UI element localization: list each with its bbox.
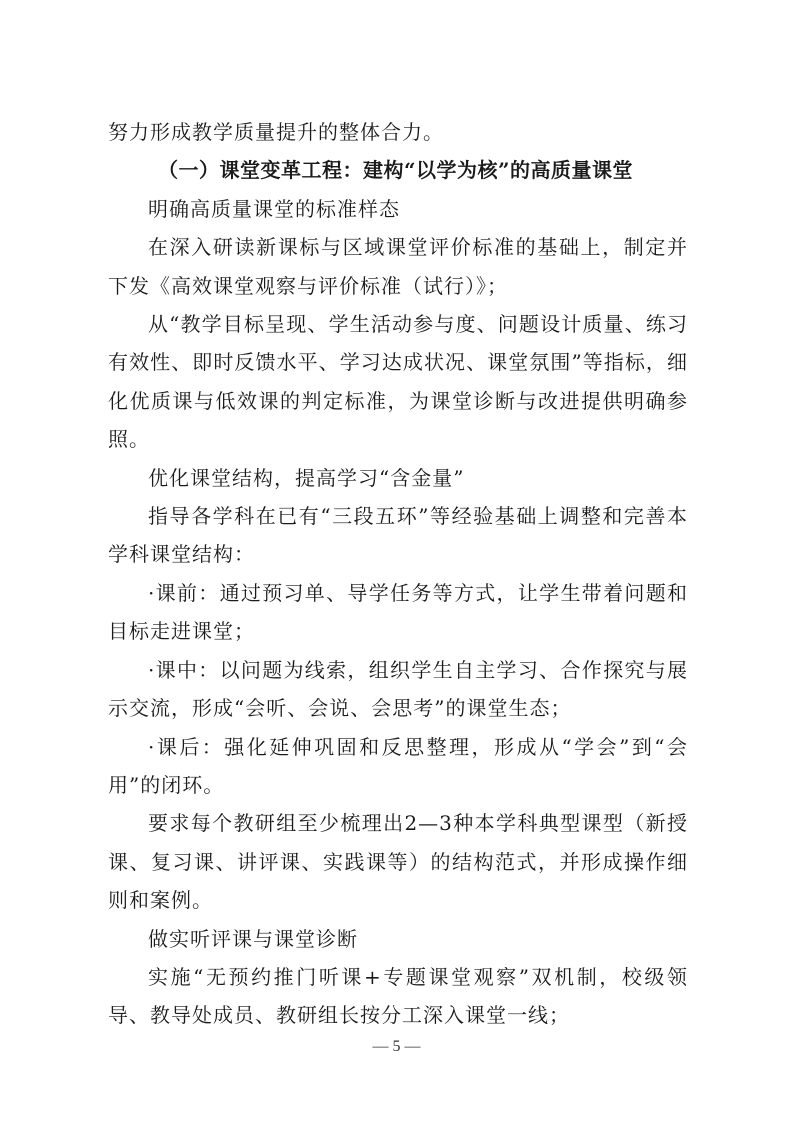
subheading-observation: 做实听评课与课堂诊断 (148, 926, 358, 951)
subheading-structure: 优化课堂结构，提高学习“含金量” (148, 465, 465, 490)
list-item-during-class: ·课中：以问题为线索，组织学生自主学习、合作探究与展示交流，形成“会听、会说、会思考”的课堂生态； (108, 657, 688, 721)
page-number: — 5 — (372, 1038, 421, 1055)
paragraph-standard-issue: 在深入研读新课标与区域课堂评价标准的基础上，制定并下发《高效课堂观察与评价标准（试行）》； (108, 235, 688, 298)
paragraph-structure-guide: 指导各学科在已有“三段五环”等经验基础上调整和完善本学科课堂结构： (108, 504, 688, 567)
paragraph-indicators: 从“教学目标呈现、学生活动参与度、问题设计质量、练习有效性、即时反馈水平、学习达成状况、课堂氛围”等指标，细化优质课与低效课的判定标准，为课堂诊断与改进提供明确参照。 (108, 312, 688, 452)
section-heading: （一）课堂变革工程：建构“以学为核”的高质量课堂 (158, 158, 634, 183)
list-item-after-class: ·课后：强化延伸巩固和反思整理，形成从“学会”到“会用”的闭环。 (108, 734, 688, 797)
document-body (108, 113, 688, 1035)
paragraph-lesson-types: 要求每个教研组至少梳理出2—3种本学科典型课型（新授课、复习课、讲评课、实践课等）的结构范式，并形成操作细则和案例。 (108, 811, 688, 913)
paragraph-observation-mechanism: 实施“无预约推门听课+专题课堂观察”双机制，校级领导、教导处成员、教研组长按分工深入课堂一线； (108, 964, 688, 1028)
paragraph-continuation: 努力形成教学质量提升的整体合力。 (108, 120, 444, 144)
list-item-before-class: ·课前：通过预习单、导学任务等方式，让学生带着问题和目标走进课堂； (108, 580, 688, 644)
subheading-standard: 明确高质量课堂的标准样态 (148, 196, 400, 221)
